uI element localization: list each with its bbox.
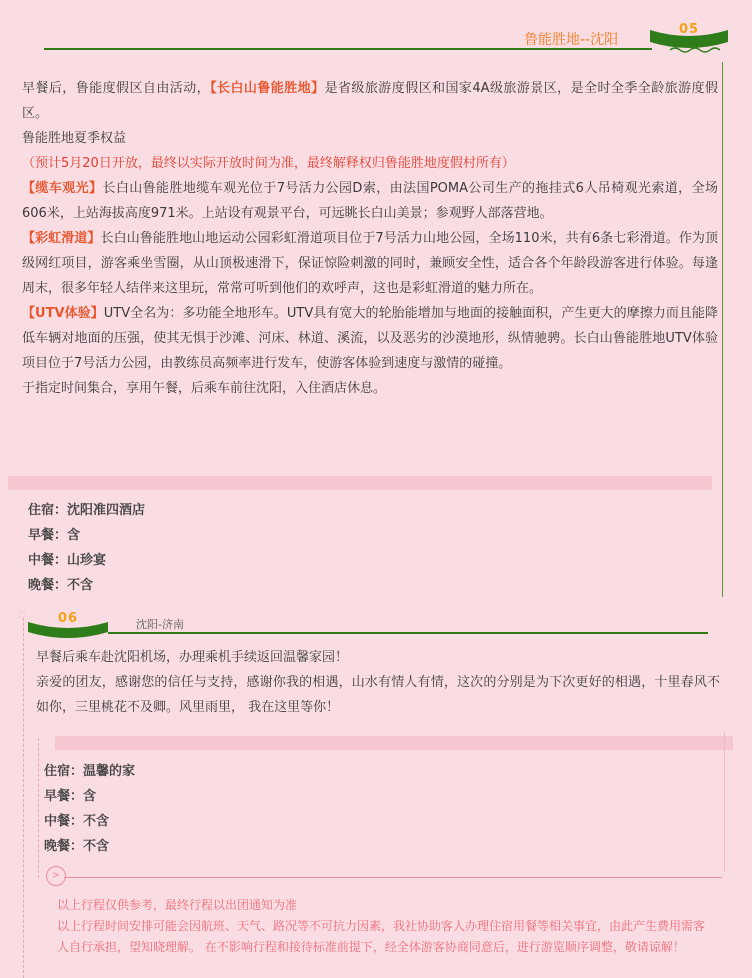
day5-rights-title: 鲁能胜地夏季权益 [22, 131, 127, 146]
day5-divider-bar [8, 476, 712, 490]
day5-breakfast: 早餐：含 [28, 528, 81, 543]
day6-line2: 亲爱的团友，感谢您的信任与支持，感谢你我的相遇，山水有情人有情，这次的分别是为下次更好的相遇，十里春风不如你，三里桃花不及卿。风里雨里， 我在这里等你！ [36, 675, 720, 715]
day6-hotel: 住宿：温馨的家 [44, 764, 136, 779]
day5-dinner: 晚餐：不含 [28, 578, 94, 593]
notes-divider [64, 877, 722, 878]
day5-item-cable: 【缆车观光】长白山鲁能胜地缆车观光位于7号活力公园D索，由法国POMA公司生产的拖挂式6人吊椅观光索道，全场606米，上站海拔高度971米。上站设有观景平台，可远眺长白山美景；参观野人部落营地。 [22, 181, 718, 221]
day5-content [22, 76, 718, 401]
day5-notice: （预计5月20日开放，最终以实际开放时间为准，最终解释权归鲁能胜地度假村所有） [22, 156, 515, 171]
day5-title: 鲁能胜地--沈阳 [524, 32, 619, 48]
day5-hotel: 住宿：沈阳准四酒店 [28, 503, 146, 518]
day6-line1: 早餐后乘车赴沈阳机场，办理乘机手续返回温馨家园！ [36, 650, 349, 665]
day5-closing: 于指定时间集合，享用午餐，后乘车前往沈阳，入住酒店休息。 [22, 381, 387, 396]
day6-header-line [108, 632, 708, 634]
day6-dinner: 晚餐：不含 [44, 839, 110, 854]
day6-meals [44, 759, 135, 859]
notes-line2: 以上行程时间安排可能会因航班、天气、路况等不可抗力因素，我社协助客人办理住宿用餐等相关事宜，由此产生费用需客人自行承担，望知晓理解。 在不影响行程和接待标准前提下，经全体游客协商同意后，进行游览顺序调整，敬请谅解！ [57, 919, 706, 954]
day6-number: 06 [58, 611, 79, 626]
notes-line1: 以上行程仅供参考，最终行程以出团通知为准 [57, 898, 298, 912]
chevron-right-icon: > [46, 866, 66, 886]
day5-lunch: 中餐：山珍宴 [28, 553, 107, 568]
heart-icon: ♡ [17, 609, 27, 622]
day6-dashed-line-inner [38, 738, 39, 878]
day5-meals [28, 498, 145, 598]
day5-item-utv: 【UTV体验】UTV全名为：多功能全地形车。UTV具有宽大的轮胎能增加与地面的接触面积，产生更大的摩擦力而且能降低车辆对地面的压强，使其无惧于沙滩、河床、林道、溪流，以及恶劣的沙漠地形，纵情驰骋。长白山鲁能胜地UTV体验项目位于7号活力公园，由教练员高频率进行发车，使游客体验到速度与激情的碰撞。 [22, 306, 718, 371]
day5-header-line [44, 48, 652, 50]
day6-side-line [724, 732, 725, 872]
day5-side-line [722, 62, 723, 597]
day6-divider-bar [55, 736, 733, 750]
day6-dashed-line [23, 618, 24, 978]
day5-item-slide: 【彩虹滑道】长白山鲁能胜地山地运动公园彩虹滑道项目位于7号活力山地公园，全场110米，共有6条七彩滑道。作为顶级网红项目，游客乘坐雪圈，从山顶极速滑下，保证惊险刺激的同时，兼顾安全性，适合各个年龄段游客进行体验。每逢周末，很多年轻人结伴来这里玩，常常可听到他们的欢呼声，这也是彩虹滑道的魅力所在。 [22, 231, 718, 296]
day5-number: 05 [679, 22, 700, 37]
day6-lunch: 中餐：不含 [44, 814, 110, 829]
wave-icon [670, 48, 720, 52]
day6-breakfast: 早餐：含 [44, 789, 97, 804]
day6-content [36, 645, 720, 720]
notes [57, 895, 713, 958]
day6-subtitle: 沈阳-济南 [136, 618, 184, 631]
day5-intro: 早餐后，鲁能度假区自由活动，【长白山鲁能胜地】是省级旅游度假区和国家4A级旅游景区，是全时全季全龄旅游度假区。 [22, 81, 718, 121]
